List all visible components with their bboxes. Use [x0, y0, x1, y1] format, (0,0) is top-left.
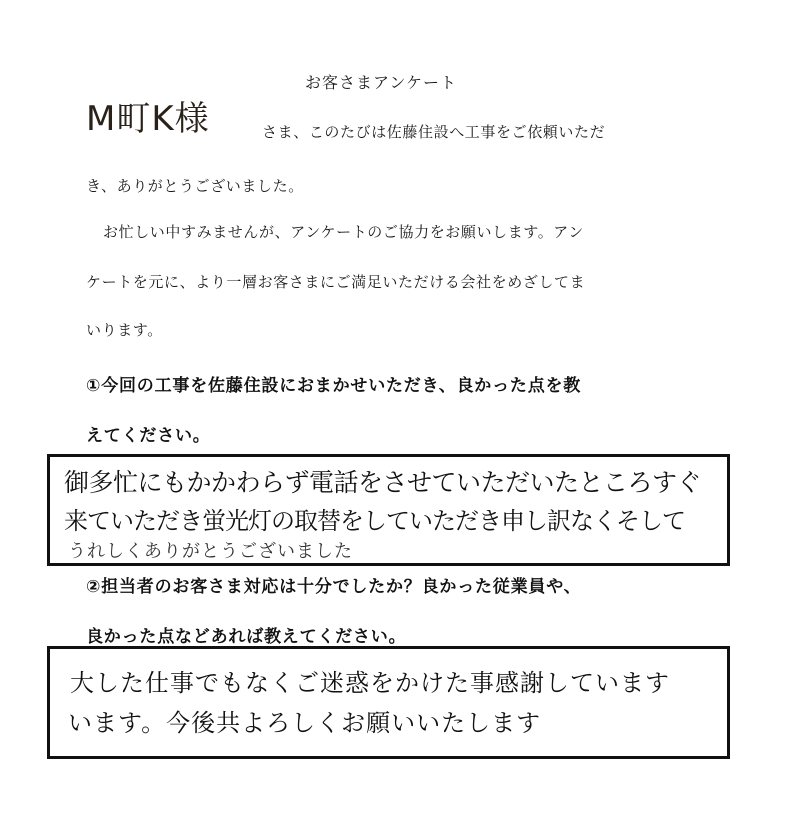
question-2-line-2: 良かった点などあれば教えてください。 [86, 627, 407, 647]
answer-1-line-3: うれしくありがとうございました [68, 541, 353, 562]
intro-line-3: お忙しい中すみませんが、アンケートのご協力をお願いします。アン [103, 223, 584, 241]
answer-1-line-1: 御多忙にもかかわらず電話をさせていただいたところすぐ [64, 468, 702, 497]
survey-title: お客さまアンケート [305, 73, 458, 92]
answer-2-line-2: います。今後共よろしくお願いいたします [68, 709, 542, 737]
intro-line-5: いります。 [86, 321, 163, 339]
question-1-line-2: えてください。 [86, 426, 211, 446]
answer-1-line-2: 来ていただき蛍光灯の取替をしていただき申し訳なくそして [64, 507, 685, 535]
answer-2-box [47, 646, 730, 759]
intro-line-4: ケートを元に、より一層お客さまにご満足いただける会社をめざしてま [86, 273, 586, 291]
customer-name: M町K様 [86, 99, 210, 139]
question-2-line-1: ②担当者のお客さま対応は十分でしたか？良かった従業員や、 [86, 577, 582, 597]
intro-line-2: き、ありがとうございました。 [86, 177, 304, 195]
question-1-line-1: ①今回の工事を佐藤住設におまかせいただき、良かった点を教 [86, 376, 582, 396]
intro-line-1: さま、このたびは佐藤住設へ工事をご依頼いただ [262, 123, 606, 141]
answer-2-line-1: 大した仕事でもなくご迷惑をかけた事感謝しています [70, 669, 670, 697]
answer-1-box [47, 454, 730, 566]
